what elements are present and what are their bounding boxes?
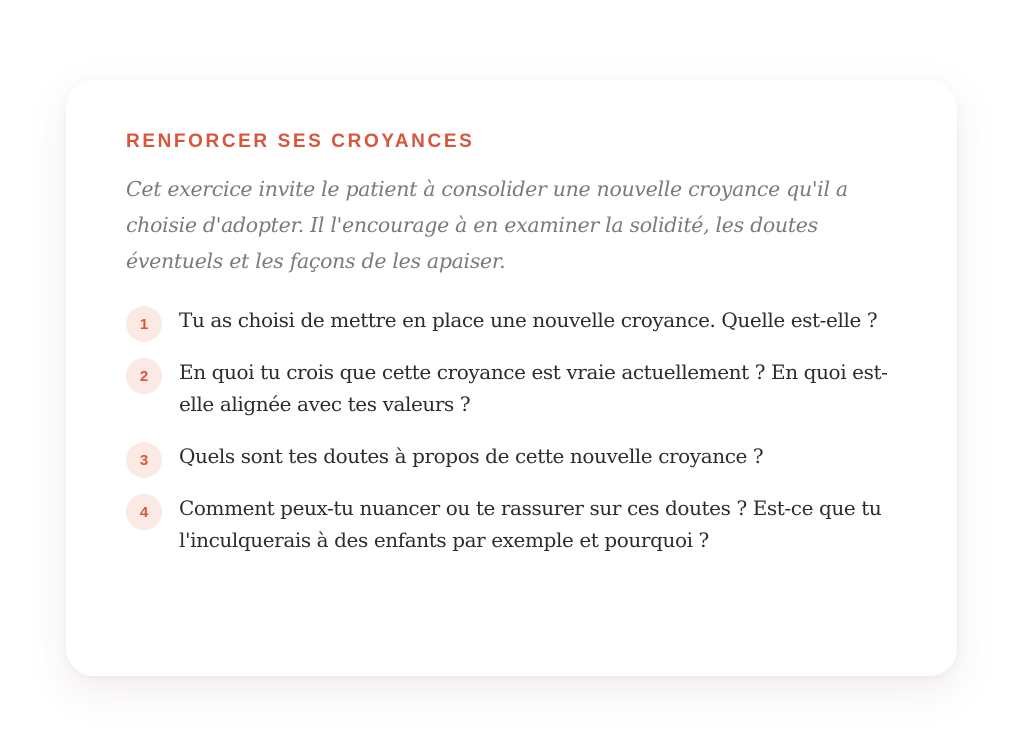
step-number-badge: 4 xyxy=(126,494,162,530)
step-text: Quels sont tes doutes à propos de cette nouvelle croyance ? xyxy=(179,444,764,468)
list-item xyxy=(126,304,897,336)
steps-list xyxy=(126,304,897,556)
step-number-badge: 2 xyxy=(126,358,162,394)
list-item xyxy=(126,492,897,556)
card-intro: Cet exercice invite le patient à consolider une nouvelle croyance qu'il a choisie d'adopter. Il l'encourage à en examiner la solidité, les doutes éventuels et les façons de les apaiser. xyxy=(126,177,848,273)
step-text: En quoi tu crois que cette croyance est vraie actuellement ? En quoi est-elle alignée avec tes valeurs ? xyxy=(179,360,888,416)
step-number-badge: 3 xyxy=(126,442,162,478)
card-title: RENFORCER SES CROYANCES xyxy=(126,131,475,152)
list-item xyxy=(126,440,897,472)
list-item xyxy=(126,356,897,420)
step-text: Comment peux-tu nuancer ou te rassurer sur ces doutes ? Est-ce que tu l'inculquerais à des enfants par exemple et pourquoi ? xyxy=(179,496,882,552)
step-number-badge: 1 xyxy=(126,306,162,342)
exercise-card xyxy=(66,80,957,676)
step-text: Tu as choisi de mettre en place une nouvelle croyance. Quelle est-elle ? xyxy=(179,308,878,332)
